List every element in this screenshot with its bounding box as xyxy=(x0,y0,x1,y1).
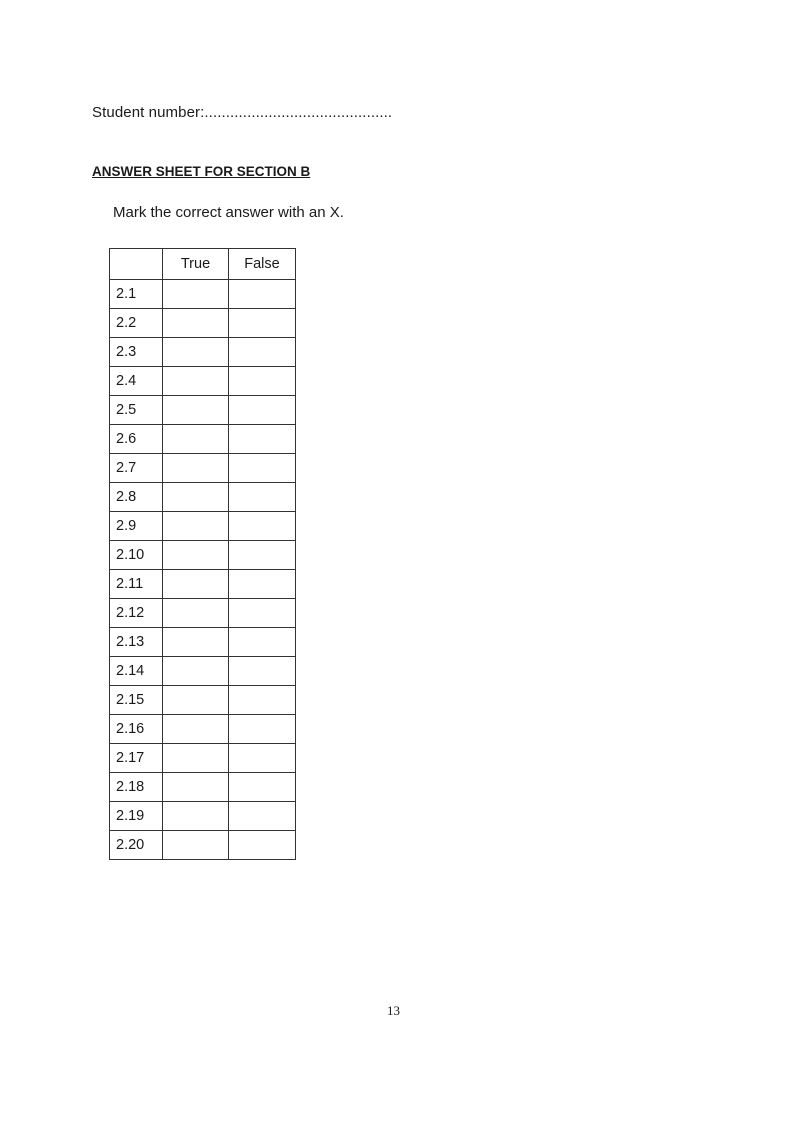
question-number: 2.20 xyxy=(110,831,163,860)
false-answer-cell[interactable] xyxy=(229,802,296,831)
question-number: 2.3 xyxy=(110,338,163,367)
question-number: 2.15 xyxy=(110,686,163,715)
question-number: 2.18 xyxy=(110,773,163,802)
header-false: False xyxy=(229,249,296,280)
true-answer-cell[interactable] xyxy=(163,396,229,425)
false-answer-cell[interactable] xyxy=(229,483,296,512)
true-answer-cell[interactable] xyxy=(163,657,229,686)
table-row xyxy=(110,454,296,483)
question-number: 2.17 xyxy=(110,744,163,773)
true-answer-cell[interactable] xyxy=(163,773,229,802)
false-answer-cell[interactable] xyxy=(229,309,296,338)
false-answer-cell[interactable] xyxy=(229,512,296,541)
true-answer-cell[interactable] xyxy=(163,715,229,744)
question-number: 2.5 xyxy=(110,396,163,425)
question-number: 2.16 xyxy=(110,715,163,744)
false-answer-cell[interactable] xyxy=(229,773,296,802)
section-title: ANSWER SHEET FOR SECTION B xyxy=(92,164,311,179)
question-number: 2.14 xyxy=(110,657,163,686)
true-answer-cell[interactable] xyxy=(163,454,229,483)
true-answer-cell[interactable] xyxy=(163,425,229,454)
table-row xyxy=(110,483,296,512)
question-number: 2.13 xyxy=(110,628,163,657)
table-row xyxy=(110,396,296,425)
false-answer-cell[interactable] xyxy=(229,628,296,657)
page-number: 13 xyxy=(387,1003,400,1018)
table-row xyxy=(110,570,296,599)
table-row xyxy=(110,280,296,309)
question-number: 2.1 xyxy=(110,280,163,309)
false-answer-cell[interactable] xyxy=(229,541,296,570)
question-number: 2.6 xyxy=(110,425,163,454)
true-answer-cell[interactable] xyxy=(163,541,229,570)
table-row xyxy=(110,599,296,628)
false-answer-cell[interactable] xyxy=(229,686,296,715)
false-answer-cell[interactable] xyxy=(229,831,296,860)
false-answer-cell[interactable] xyxy=(229,454,296,483)
table-row xyxy=(110,541,296,570)
table-row xyxy=(110,715,296,744)
student-number-field: Student number:............................................ xyxy=(92,104,393,121)
true-answer-cell[interactable] xyxy=(163,686,229,715)
true-answer-cell[interactable] xyxy=(163,570,229,599)
true-answer-cell[interactable] xyxy=(163,483,229,512)
table-row xyxy=(110,309,296,338)
header-true: True xyxy=(163,249,229,280)
question-number: 2.11 xyxy=(110,570,163,599)
table-row xyxy=(110,512,296,541)
table-row xyxy=(110,425,296,454)
false-answer-cell[interactable] xyxy=(229,425,296,454)
table-row xyxy=(110,744,296,773)
true-answer-cell[interactable] xyxy=(163,512,229,541)
table-row xyxy=(110,831,296,860)
false-answer-cell[interactable] xyxy=(229,657,296,686)
instruction-text: Mark the correct answer with an X. xyxy=(113,204,344,221)
false-answer-cell[interactable] xyxy=(229,715,296,744)
question-number: 2.7 xyxy=(110,454,163,483)
table-row xyxy=(110,628,296,657)
table-row xyxy=(110,802,296,831)
table-row xyxy=(110,686,296,715)
table-header-row xyxy=(110,249,296,280)
true-answer-cell[interactable] xyxy=(163,309,229,338)
table-row xyxy=(110,338,296,367)
false-answer-cell[interactable] xyxy=(229,338,296,367)
true-answer-cell[interactable] xyxy=(163,744,229,773)
false-answer-cell[interactable] xyxy=(229,396,296,425)
question-number: 2.9 xyxy=(110,512,163,541)
answer-table xyxy=(109,248,296,860)
question-number: 2.12 xyxy=(110,599,163,628)
false-answer-cell[interactable] xyxy=(229,367,296,396)
question-number: 2.10 xyxy=(110,541,163,570)
true-answer-cell[interactable] xyxy=(163,280,229,309)
header-corner-cell xyxy=(110,249,163,280)
true-answer-cell[interactable] xyxy=(163,599,229,628)
true-answer-cell[interactable] xyxy=(163,338,229,367)
question-number: 2.4 xyxy=(110,367,163,396)
table-row xyxy=(110,367,296,396)
true-answer-cell[interactable] xyxy=(163,831,229,860)
false-answer-cell[interactable] xyxy=(229,280,296,309)
question-number: 2.8 xyxy=(110,483,163,512)
table-row xyxy=(110,657,296,686)
question-number: 2.19 xyxy=(110,802,163,831)
false-answer-cell[interactable] xyxy=(229,570,296,599)
table-row xyxy=(110,773,296,802)
false-answer-cell[interactable] xyxy=(229,744,296,773)
false-answer-cell[interactable] xyxy=(229,599,296,628)
true-answer-cell[interactable] xyxy=(163,628,229,657)
question-number: 2.2 xyxy=(110,309,163,338)
true-answer-cell[interactable] xyxy=(163,367,229,396)
true-answer-cell[interactable] xyxy=(163,802,229,831)
